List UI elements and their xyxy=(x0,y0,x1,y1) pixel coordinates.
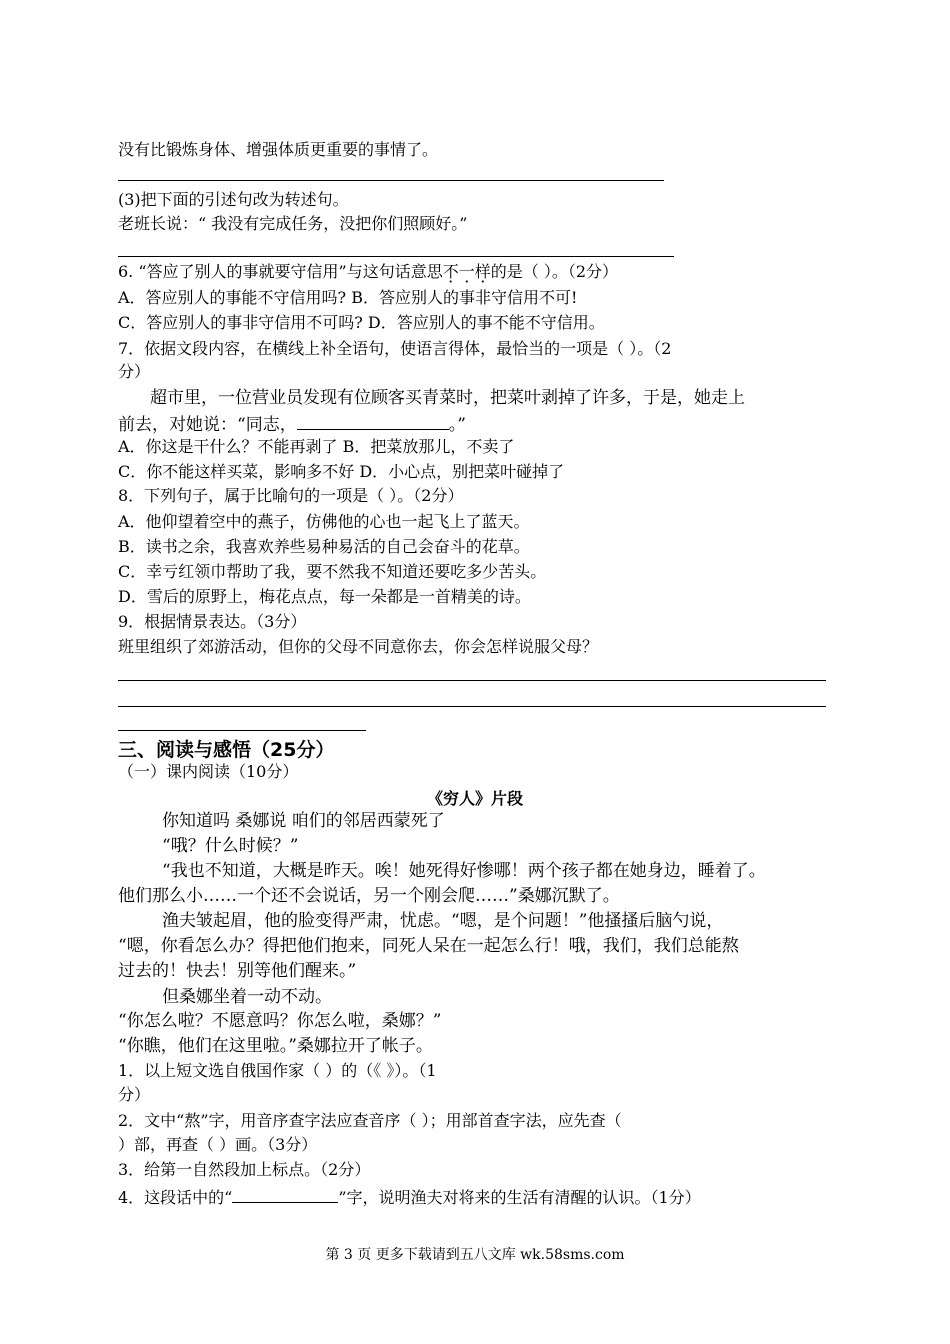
quote-sentence: 老班长说：“ 我没有完成任务，没把你们照顾好。” xyxy=(118,214,468,233)
q6-text-e: 的是（ ）。（2分） xyxy=(490,262,619,281)
reading-question-1-cont: 分） xyxy=(118,1085,151,1104)
passage-paragraph: “我也不知道，大概是昨天。唉！她死得好惨哪！两个孩子都在她身边，睡着了。 xyxy=(162,861,766,881)
q7-options-ab: A．你这是干什么？不能再剥了 B．把菜放那儿，不卖了 xyxy=(118,437,515,456)
passage-paragraph: “你怎么啦？不愿意吗？你怎么啦，桑娜？” xyxy=(118,1011,442,1031)
q8-option-d: D．雪后的原野上，梅花点点，每一朵都是一首精美的诗。 xyxy=(118,587,531,606)
q6-options-cd: C．答应别人的事非守信用不可吗? D．答应别人的事不能不守信用。 xyxy=(118,313,605,332)
reading-question-2-cont: ）部，再查（ ）画。（3分） xyxy=(118,1135,318,1154)
passage-paragraph: 但桑娜坐着一动不动。 xyxy=(162,987,332,1007)
q8-option-a: A．他仰望着空中的燕子，仿佛他的心也一起飞上了蓝天。 xyxy=(118,512,530,531)
q6-dotted-char: 不 xyxy=(442,262,459,281)
question-3-title: (3)把下面的引述句改为转述句。 xyxy=(118,190,349,209)
answer-line[interactable] xyxy=(118,706,826,707)
question-6 xyxy=(118,261,618,283)
subsection-heading: （一）课内阅读（10分） xyxy=(118,762,299,781)
passage-paragraph: 渔夫皱起眉，他的脸变得严肃，忧虑。“嗯，是个问题！”他搔搔后脑勺说， xyxy=(162,911,724,931)
passage-paragraph: 他们那么小……一个还不会说话，另一个刚会爬……”桑娜沉默了。 xyxy=(118,886,620,906)
question-9: 9．根据情景表达。（3分） xyxy=(118,612,307,631)
answer-line[interactable] xyxy=(118,730,366,731)
passage-paragraph: “哦？什么时候？” xyxy=(162,836,299,856)
page-footer: 第 3 页 更多下载请到五八文库 wk.58sms.com xyxy=(325,1247,625,1263)
q7-passage-2a: 前去，对她说：“同志， xyxy=(118,415,297,435)
question-7-cont: 分） xyxy=(118,362,151,381)
q6-options-ab: A．答应别人的事能不守信用吗? B．答应别人的事非守信用不可! xyxy=(118,288,578,307)
passage-paragraph: 过去的！快去！别等他们醒来。” xyxy=(118,961,357,981)
r4-text-b: ”字，说明渔夫对将来的生活有清醒的认识。（1分） xyxy=(338,1188,701,1207)
answer-line[interactable] xyxy=(118,180,664,181)
q7-passage-1: 超市里，一位营业员发现有位顾客买青菜时，把菜叶剥掉了许多，于是，她走上 xyxy=(150,388,745,408)
q7-passage-2b: 。” xyxy=(448,415,466,435)
passage-paragraph: “嗯，你看怎么办？得把他们抱来，同死人呆在一起怎么行！哦，我们，我们总能熬 xyxy=(118,936,739,956)
q7-passage-2 xyxy=(118,411,466,436)
q8-option-b: B．读书之余，我喜欢养些易种易活的自己会奋斗的花草。 xyxy=(118,537,530,556)
q6-text-a: 6. “答应了别人的事就要守信用”与这句话意思 xyxy=(118,262,443,281)
question-7: 7．依据文段内容，在横线上补全语句，使语言得体，最恰当的一项是（ ）。（2 xyxy=(118,339,672,358)
reading-question-1: 1．以上短文选自俄国作家（ ）的（《 》）。（1 xyxy=(118,1061,437,1080)
fill-blank[interactable] xyxy=(232,1184,338,1203)
q7-options-cd: C．你不能这样买菜，影响多不好 D．小心点，别把菜叶碰掉了 xyxy=(118,462,565,481)
reading-question-4 xyxy=(118,1184,701,1209)
r4-text-a: 4．这段话中的“ xyxy=(118,1188,233,1207)
sentence-line: 没有比锻炼身体、增强体质更重要的事情了。 xyxy=(118,140,439,159)
reading-question-3: 3．给第一自然段加上标点。（2分） xyxy=(118,1160,371,1179)
answer-line[interactable] xyxy=(118,256,674,257)
question-8: 8．下列句子，属于比喻句的一项是（ ）。（2分） xyxy=(118,486,464,505)
section-heading: 三、阅读与感悟（25分） xyxy=(118,739,335,761)
reading-question-2: 2．文中“熬”字，用音序查字法应查音序（ ）；用部首查字法，应先查（ xyxy=(118,1111,622,1130)
fill-blank[interactable] xyxy=(297,411,449,430)
q6-dotted-char: 一 xyxy=(458,262,475,281)
passage-title: 《穷人》片段 xyxy=(426,789,523,808)
q6-dotted-char: 样 xyxy=(474,262,491,281)
passage-paragraph: 你知道吗 桑娜说 咱们的邻居西蒙死了 xyxy=(162,811,445,831)
passage-paragraph: “你瞧，他们在这里啦。”桑娜拉开了帐子。 xyxy=(118,1036,433,1056)
q8-option-c: C．幸亏红领巾帮助了我，要不然我不知道还要吃多少苦头。 xyxy=(118,562,547,581)
answer-line[interactable] xyxy=(118,680,826,681)
question-9-prompt: 班里组织了郊游活动，但你的父母不同意你去，你会怎样说服父母？ xyxy=(118,637,599,656)
